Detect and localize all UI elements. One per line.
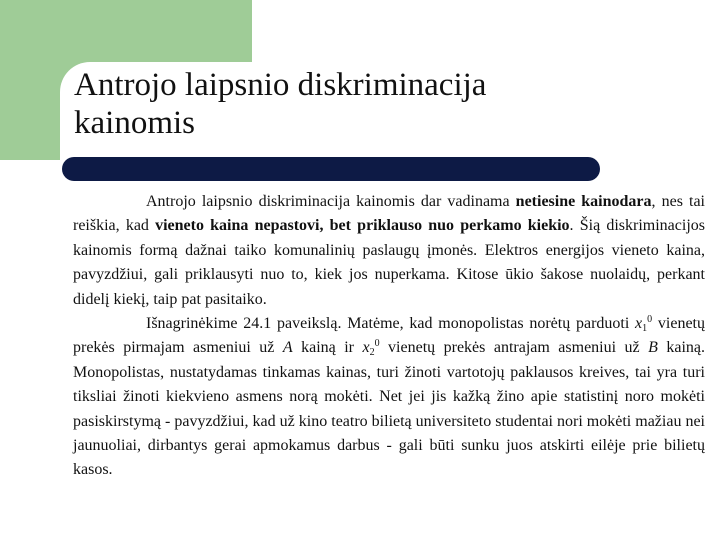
var-x1-sup: 0 bbox=[647, 314, 653, 326]
var-x2: x bbox=[362, 339, 370, 357]
p2-text-5: kainą. Monopolistas, nustatydamas tinkamas kainas, turi žinoti vartotojų paklausos kreives, tai yra turi tiksliai žinoti kiekvieno asmens norą mokėti. Net jei jis kažką žino apie statistinį noro mokėti pasiskirstymą - pavyzdžiui, kad už kino teatro bilietą universiteto studentai nori mokėti mažiau nei jaunuoliai, dirbantys gerai apmokamus darbus - gali būti sunku juos atskirti eilėje prie bilietų kasos. bbox=[73, 339, 706, 479]
paragraph-1 bbox=[73, 190, 705, 312]
slide-title bbox=[74, 66, 486, 142]
p1-text-3: . Šią diskriminacijos kainomis formą dažnai taiko komunalinių paslaugų įmonės. Elektros energijos vieneto kaina, pavyzdžiui, gali priklausyti nuo to, kiek jos nuperkama. Kitose ūkio šakose nuolaidų, perkant didelį kiekį, taip pat pasitaiko. bbox=[73, 217, 706, 308]
var-x1-sub: 1 bbox=[642, 323, 648, 335]
slide-title-line-1: Antrojo laipsnio diskriminacija bbox=[74, 67, 487, 103]
var-B: B bbox=[648, 339, 658, 357]
slide-body bbox=[73, 190, 705, 483]
p1-text-2: , nes tai reiškia, kad bbox=[73, 193, 705, 235]
paragraph-2 bbox=[73, 312, 705, 483]
var-x2-sub: 2 bbox=[369, 347, 375, 359]
p2-text-4: vienetų prekės antrajam asmeniui už bbox=[379, 339, 649, 357]
p2-text-3: kainą ir bbox=[292, 339, 363, 357]
p1-bold-2: vieneto kaina nepastovi, bet priklauso nuo perkamo kiekio bbox=[155, 217, 570, 235]
var-A: A bbox=[282, 339, 293, 357]
p1-bold-1: netiesine kainodara bbox=[515, 193, 652, 210]
p1-text-1: Antrojo laipsnio diskriminacija kainomis dar vadinama bbox=[146, 193, 516, 210]
p2-text-2: vienetų prekės pirmajam asmeniui už bbox=[73, 315, 706, 357]
p2-text-1: Išnagrinėkime 24.1 paveikslą. Matėme, kad monopolistas norėtų parduoti bbox=[146, 315, 636, 333]
var-x1: x bbox=[635, 315, 643, 333]
title-underline-bar bbox=[62, 157, 600, 181]
var-x2-sup: 0 bbox=[374, 338, 380, 350]
slide-title-line-2: kainomis bbox=[74, 105, 195, 141]
